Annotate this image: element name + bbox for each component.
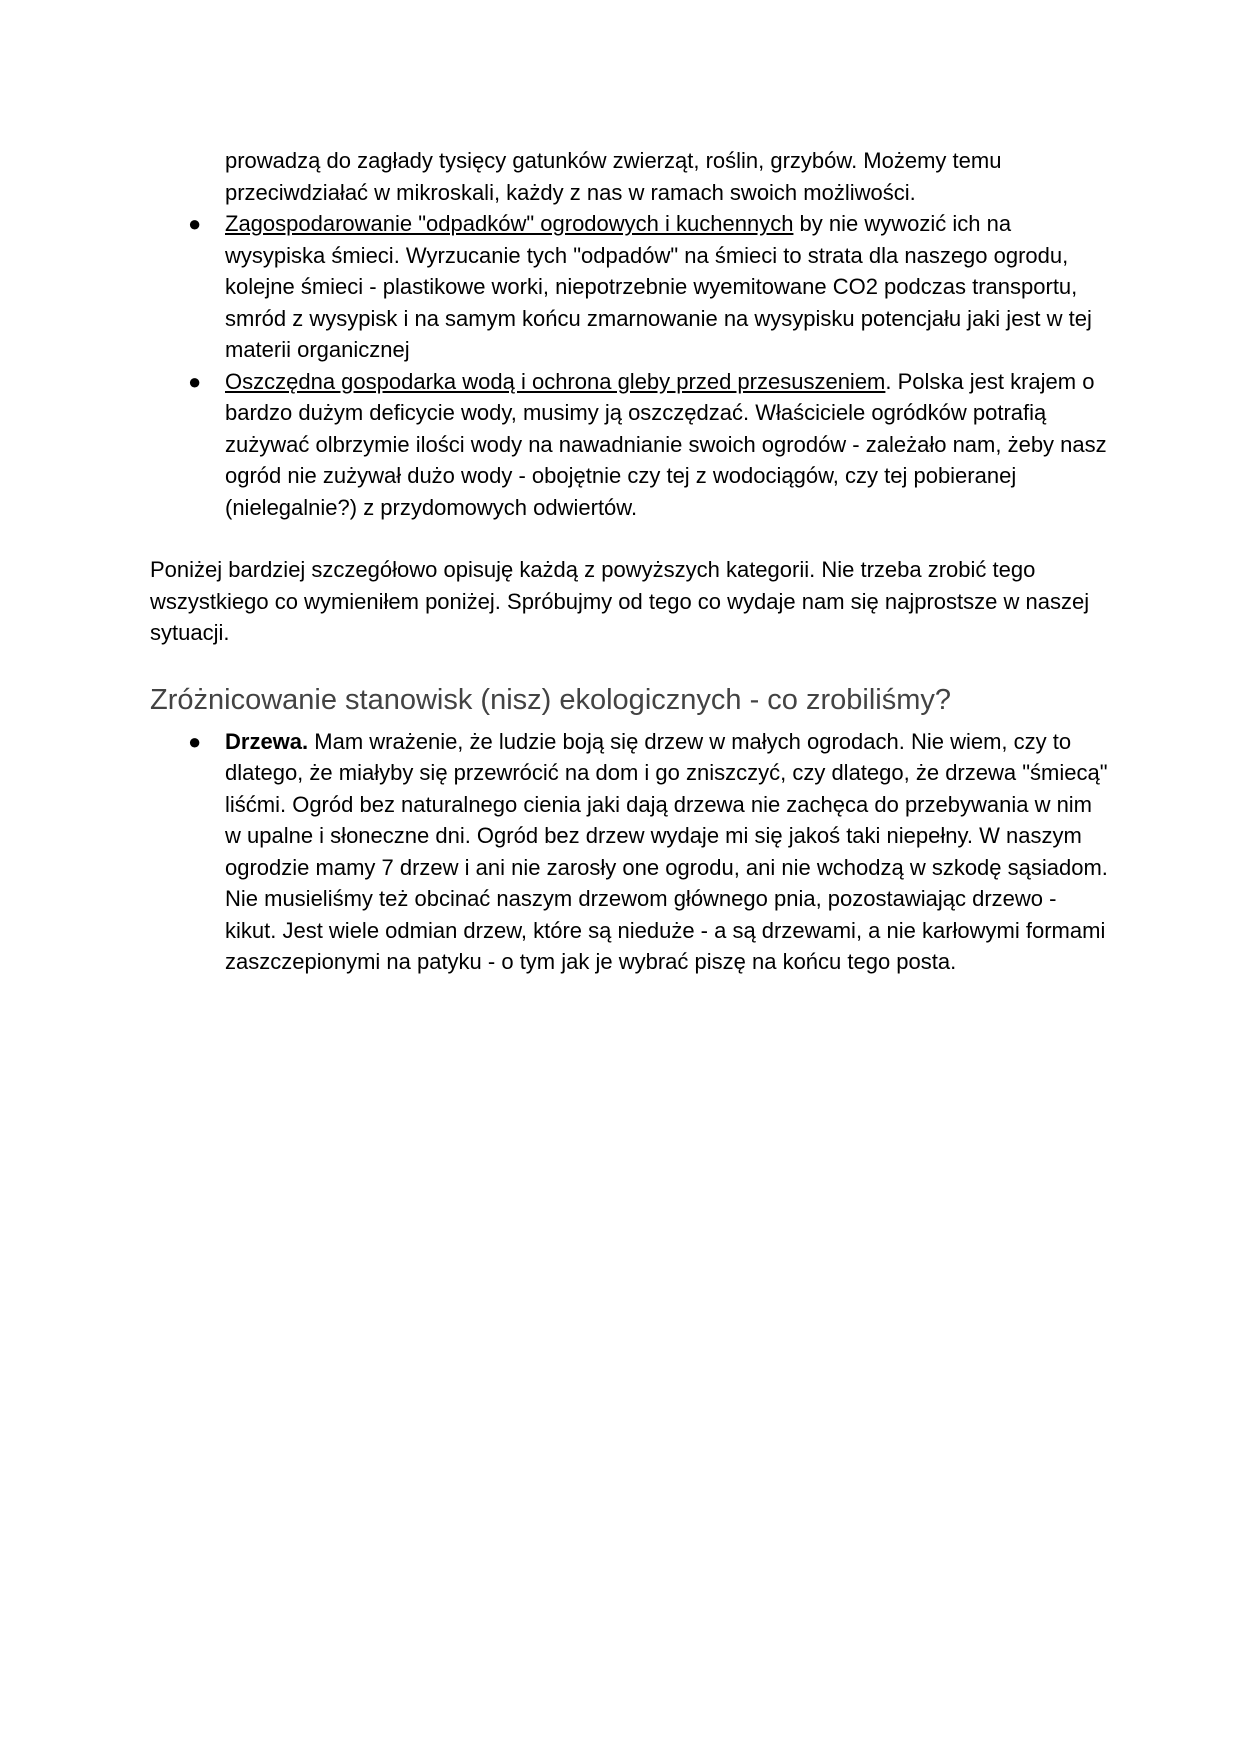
list-item-continuation [150, 145, 1110, 208]
list-item-trees [150, 726, 1110, 978]
list-item-text: . Polska jest krajem o bardzo dużym deficycie wody, musimy ją oszczędzać. Właściciele ogródków potrafią zużywać olbrzymie ilości wody na nawadnianie swoich ogrodów - zależało nam, żeby nasz ogród nie zużywał dużo wody - obojętnie czy tej z wodociągów, czy tej pobieranej (nielegalnie?) z przydomowych odwiertów. [225, 368, 1107, 520]
item-bold-title: Drzewa. [225, 728, 309, 754]
document-content [150, 145, 1110, 978]
link-water-management[interactable]: Oszczędna gospodarka wodą i ochrona gleby przed przesuszeniem [225, 368, 886, 394]
bullet-list-goals [150, 145, 1110, 523]
intro-paragraph: Poniżej bardziej szczegółowo opisuję każdą z powyższych kategorii. Nie trzeba zrobić tego wszystkiego co wymieniłem poniżej. Spróbujmy od tego co wydaje nam się najprostsze w naszej sytuacji. [150, 557, 1090, 645]
bullet-icon: ● [188, 368, 202, 394]
list-item-waste [150, 208, 1110, 366]
list-item-text: prowadzą do zagłady tysięcy gatunków zwierząt, roślin, grzybów. Możemy temu przeciwdziałać w mikroskali, każdy z nas w ramach swoich możliwości. [225, 148, 1002, 205]
bullet-list-section [150, 726, 1110, 978]
bullet-icon: ● [188, 211, 202, 236]
list-item-text: by nie wywozić ich na wysypiska śmieci. Wyrzucanie tych "odpadów" na śmieci to strata dla naszego ogrodu, kolejne śmieci - plastikowe worki, niepotrzebnie wyemitowane CO2 podczas transportu, smród z wysypisk i na samym końcu zmarnowanie na wysypisku potencjału jaki jest w tej materii organicznej [225, 211, 1092, 362]
list-item-text: Mam wrażenie, że ludzie boją się drzew w małych ogrodach. Nie wiem, czy to dlatego, że miałyby się przewrócić na dom i go zniszczyć, czy dlatego, że drzewa "śmiecą" liśćmi. Ogród bez naturalnego cienia jaki dają drzewa nie zachęca do przebywania w nim w upalne i słoneczne dni. Ogród bez drzew wydaje mi się jakoś taki niepełny. W naszym ogrodzie mamy 7 drzew i ani nie zarosły one ogrodu, ani nie wchodzą w szkodę sąsiadom. Nie musieliśmy też obcinać naszym drzewom głównego pnia, pozostawiając drzewo - kikut. Jest wiele odmian drzew, które są nieduże - a są drzewami, a nie karłowymi formami zaszczepionymi na patyku - o tym jak je wybrać piszę na końcu tego posta. [225, 728, 1108, 974]
list-item-water [150, 366, 1110, 524]
bullet-icon: ● [188, 728, 202, 754]
section-heading: Zróżnicowanie stanowisk (nisz) ekologicznych - co zrobiliśmy? [150, 683, 951, 716]
link-waste-management[interactable]: Zagospodarowanie "odpadków" ogrodowych i kuchennych [225, 211, 794, 236]
